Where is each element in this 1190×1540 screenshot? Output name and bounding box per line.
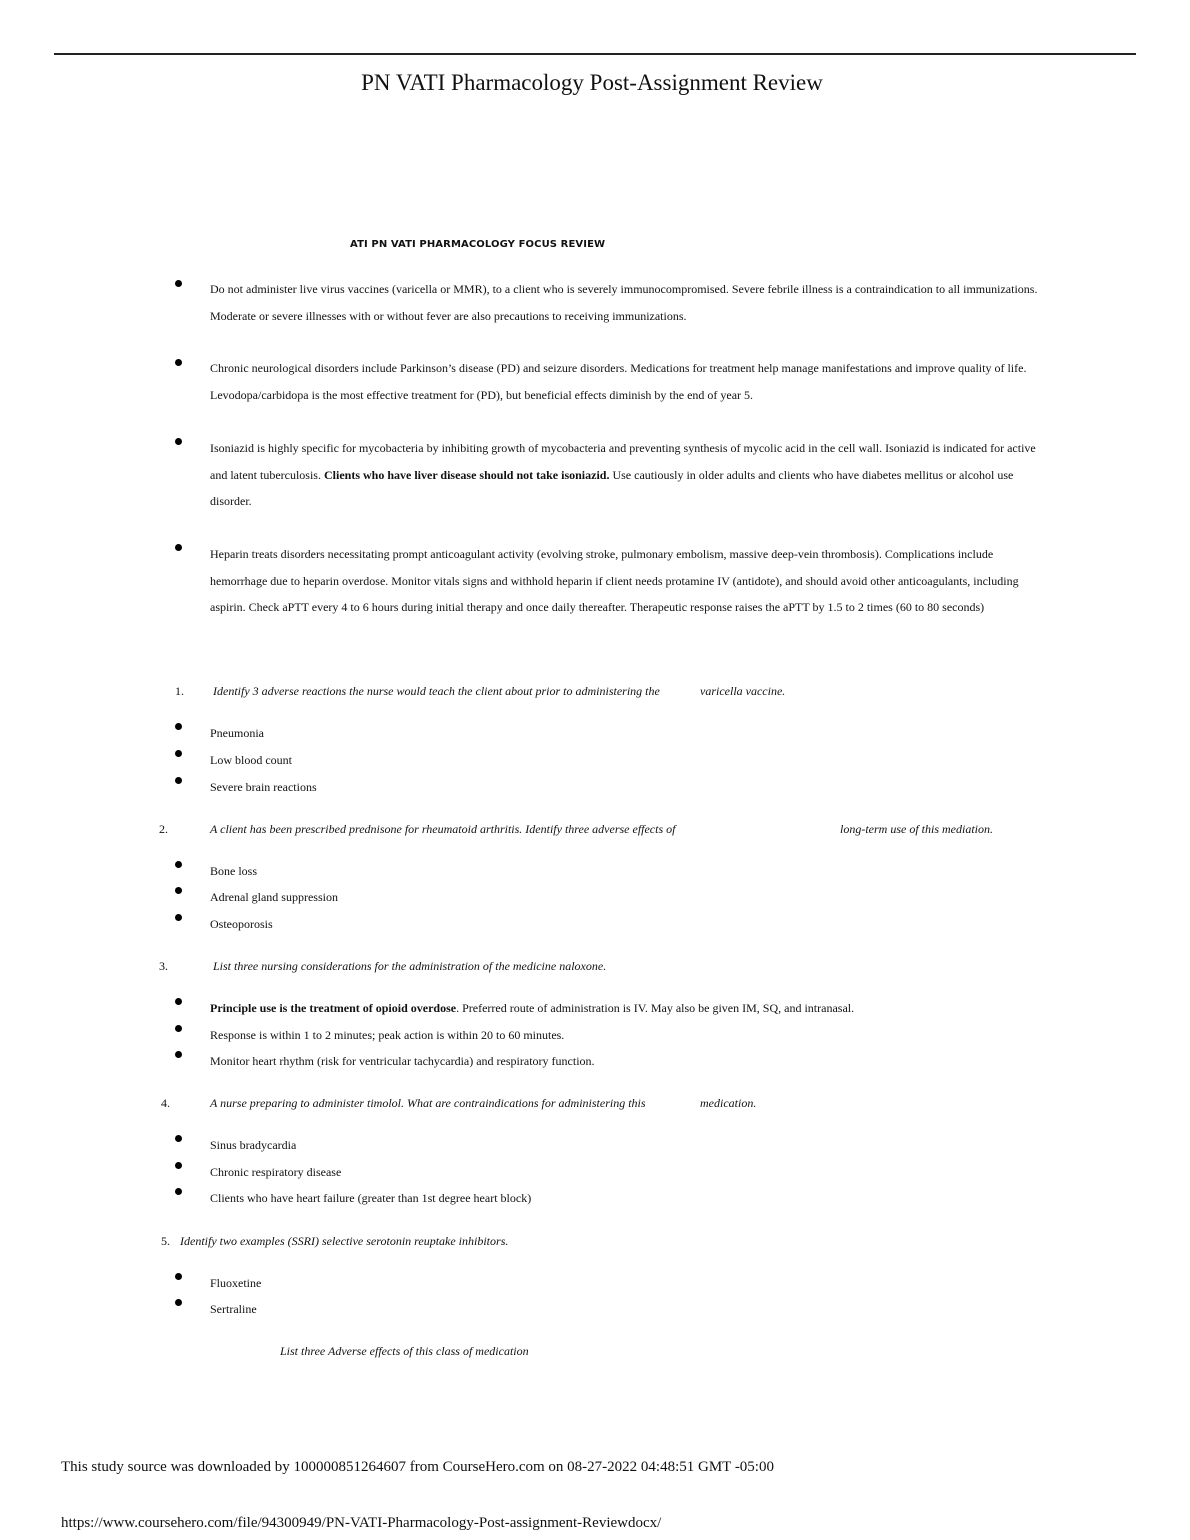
bullet-icon [175, 1299, 182, 1306]
question-4-text: A nurse preparing to administer timolol. What are contraindications for administering this [210, 1096, 646, 1110]
question-number: 2. [159, 822, 168, 836]
bullet-icon [175, 544, 182, 551]
focus-item-heparin: Heparin treats disorders necessitating prompt anticoagulant activity (evolving stroke, pulmonary embolism, massive deep-vein thrombosis). Complications include hemorrhage due to heparin overdose. Monitor vitals signs and withhold heparin if client needs protamine IV (antidote), and should avoid other anticoagulants, including aspirin. Check aPTT every 4 to 6 hours during initial therapy and once daily thereafter. Therapeutic response raises the aPTT by 1.5 to 2 times (60 to 80 seconds) [210, 547, 1019, 614]
focus-item-vaccines: Do not administer live virus vaccines (varicella or MMR), to a client who is severely immunocompromised. Severe febrile illness is a contraindication to all immunizations. Moderate or severe illnesses with or without fever are also precautions to receiving immunizations. [210, 282, 1038, 323]
question-number: 3. [159, 959, 168, 973]
answer-item: Low blood count [210, 753, 292, 767]
answer-item: Monitor heart rhythm (risk for ventricular tachycardia) and respiratory function. [210, 1054, 595, 1068]
bullet-icon [175, 359, 182, 366]
answer-item: Chronic respiratory disease [210, 1165, 342, 1179]
bullet-icon [175, 750, 182, 757]
question-4-text-cont: medication. [700, 1096, 757, 1110]
question-number: 5. [161, 1234, 170, 1248]
answer-item: Adrenal gland suppression [210, 890, 338, 904]
bullet-icon [175, 1273, 182, 1280]
focus-review-heading: ATI PN VATI PHARMACOLOGY FOCUS REVIEW [350, 239, 606, 250]
bullet-icon [175, 1162, 182, 1169]
answer-item: Response is within 1 to 2 minutes; peak action is within 20 to 60 minutes. [210, 1028, 565, 1042]
bullet-icon [175, 861, 182, 868]
answer-item: Osteoporosis [210, 917, 273, 931]
bullet-icon [175, 1135, 182, 1142]
question-1-text: Identify 3 adverse reactions the nurse would teach the client about prior to administering the [213, 684, 660, 698]
focus-item-isoniazid: Isoniazid is highly specific for mycobacteria by inhibiting growth of mycobacteria and preventing synthesis of mycolic acid in the cell wall. Isoniazid is indicated for active and latent tuberculosis. Clients who have liver disease should not take isoniazid. Use cautiously in older adults and clients who have diabetes mellitus or alcohol use disorder. [210, 441, 1036, 508]
question-2-text-cont: long-term use of this mediation. [840, 822, 993, 836]
answer-item: Sinus bradycardia [210, 1138, 297, 1152]
answer-item: Principle use is the treatment of opioid overdose. Preferred route of administration is IV. May also be given IM, SQ, and intranasal. [210, 1001, 855, 1015]
source-notice: This study source was downloaded by 100000851264607 from CourseHero.com on 08-27-2022 04:48:51 GMT -05:00 [61, 1459, 774, 1475]
question-2-text: A client has been prescribed prednisone for rheumatoid arthritis. Identify three adverse effects of [210, 822, 676, 836]
header-rule [54, 53, 1136, 55]
bullet-icon [175, 723, 182, 730]
question-number: 1. [175, 684, 184, 698]
question-5-followup: List three Adverse effects of this class of medication [280, 1344, 529, 1358]
question-1-text-cont: varicella vaccine. [700, 684, 786, 698]
answer-item: Severe brain reactions [210, 780, 317, 794]
document-title: PN VATI Pharmacology Post-Assignment Review [361, 70, 823, 95]
bullet-icon [175, 280, 182, 287]
question-5-text: Identify two examples (SSRI) selective serotonin reuptake inhibitors. [180, 1234, 509, 1248]
bullet-icon [175, 914, 182, 921]
bullet-icon [175, 887, 182, 894]
answer-item: Sertraline [210, 1302, 257, 1316]
source-url[interactable]: https://www.coursehero.com/file/94300949/PN-VATI-Pharmacology-Post-assignment-Reviewdocx/ [61, 1515, 662, 1531]
answer-item: Pneumonia [210, 726, 264, 740]
answer-item: Bone loss [210, 864, 258, 878]
bullet-icon [175, 1025, 182, 1032]
naloxone-principle: Principle use is the treatment of opioid overdose [210, 1001, 457, 1015]
question-3-text: List three nursing considerations for the administration of the medicine naloxone. [213, 959, 607, 973]
question-number: 4. [161, 1096, 170, 1110]
focus-item-parkinsons: Chronic neurological disorders include Parkinson’s disease (PD) and seizure disorders. Medications for treatment help manage manifestations and improve quality of life. Levodopa/carbidopa is the most effective treatment for (PD), but beneficial effects diminish by the end of year 5. [210, 361, 1027, 402]
isoniazid-warning: Clients who have liver disease should not take isoniazid. [323, 467, 610, 482]
bullet-icon [175, 1051, 182, 1058]
bullet-icon [175, 777, 182, 784]
answer-item: Clients who have heart failure (greater than 1st degree heart block) [210, 1191, 532, 1205]
bullet-icon [175, 438, 182, 445]
bullet-icon [175, 1188, 182, 1195]
bullet-icon [175, 998, 182, 1005]
answer-item: Fluoxetine [210, 1276, 262, 1290]
